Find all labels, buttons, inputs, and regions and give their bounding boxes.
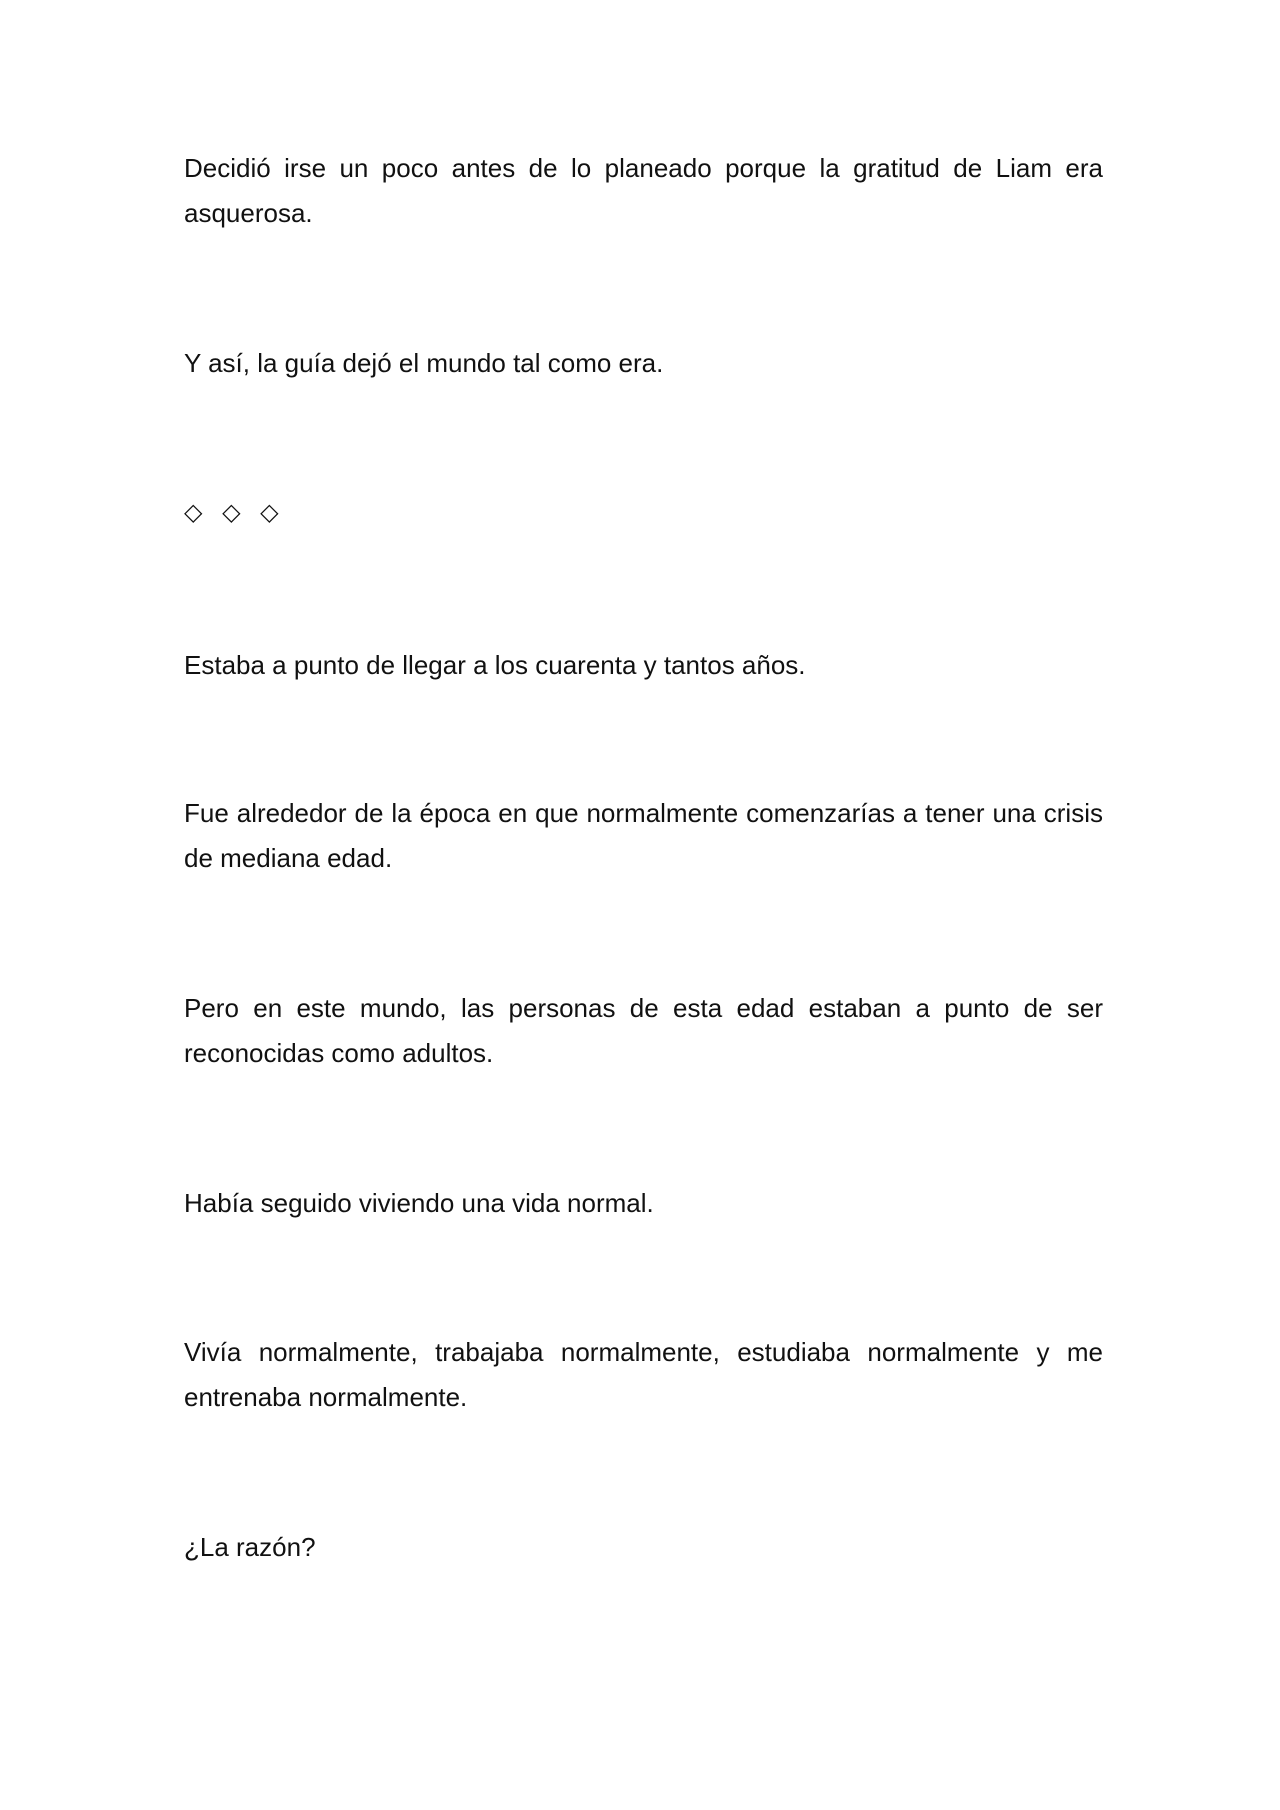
paragraph: Y así, la guía dejó el mundo tal como era. xyxy=(184,348,664,378)
paragraph: ¿La razón? xyxy=(184,1532,316,1562)
paragraph: Había seguido viviendo una vida normal. xyxy=(184,1188,654,1218)
paragraph: Fue alrededor de la época en que normalmente comenzarías a tener una crisis de mediana edad. xyxy=(184,798,1103,873)
paragraph: Vivía normalmente, trabajaba normalmente, estudiaba normalmente y me entrenaba normalmente. xyxy=(184,1337,1103,1412)
paragraph: Pero en este mundo, las personas de esta edad estaban a punto de ser reconocidas como adultos. xyxy=(184,993,1103,1068)
paragraph: Estaba a punto de llegar a los cuarenta y tantos años. xyxy=(184,650,806,680)
paragraph: Decidió irse un poco antes de lo planeado porque la gratitud de Liam era asquerosa. xyxy=(184,153,1103,228)
scene-separator: ◇ ◇ ◇ xyxy=(184,498,285,526)
